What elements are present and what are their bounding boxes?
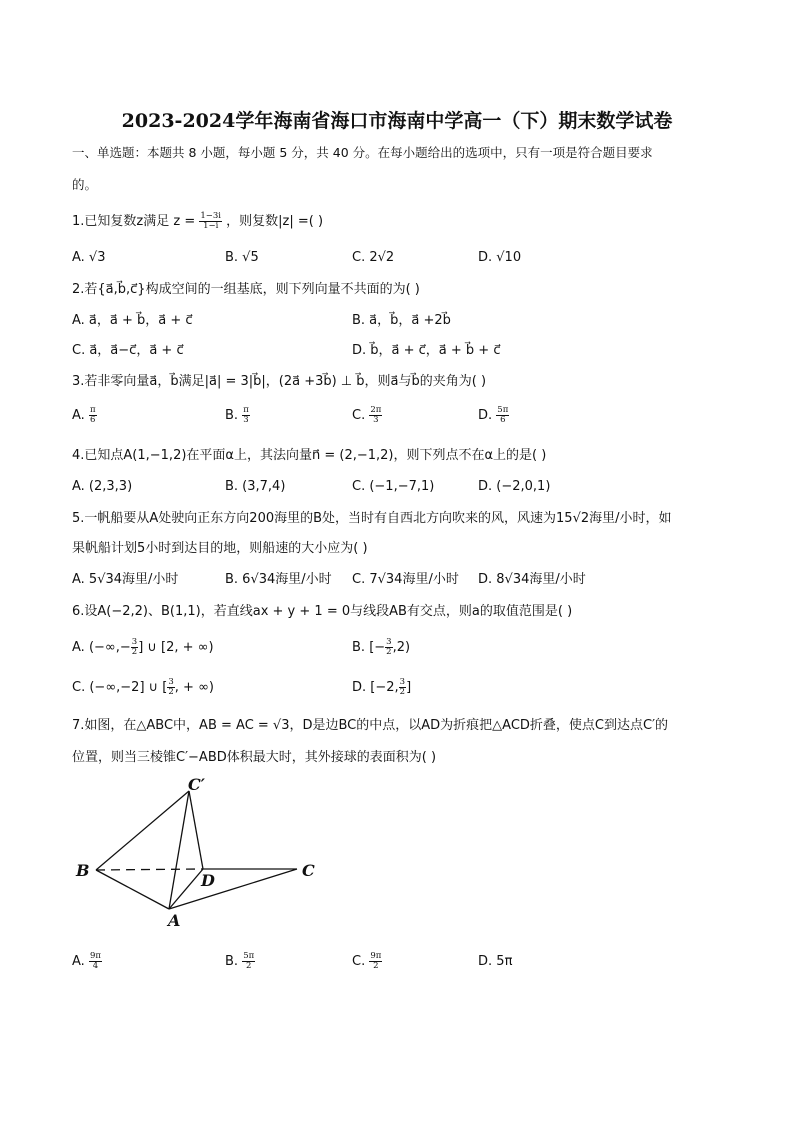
edge-d-a xyxy=(169,869,203,909)
label-a: A xyxy=(168,911,181,928)
question-3-stem: 3.若非零向量a⃗，b⃗满足|a⃗| = 3|b⃗|，(2a⃗ +3b⃗) ⊥ b⃗，则a⃗与b⃗的夹角为( ) xyxy=(72,374,487,389)
q5-option-d: D. 8√34海里/小时 xyxy=(478,572,586,587)
q7-option-a: A. $\frac{9\pi}{4}$ xyxy=(72,951,101,971)
label-c: C xyxy=(302,861,315,880)
edge-cprime-d xyxy=(189,791,203,869)
q3-option-a: A. $\frac{\pi}{6}$ xyxy=(72,405,96,425)
q1-option-d: D. √10 xyxy=(478,250,522,265)
q2-option-c: C. a⃗，a⃗−c⃗，a⃗ + c⃗ xyxy=(72,343,184,358)
q7-option-c: C. $\frac{9\pi}{2}$ xyxy=(352,951,382,971)
edge-b-d-dashed xyxy=(96,869,203,870)
q3-option-d: D. $\frac{5\pi}{6}$ xyxy=(478,405,509,425)
q6-option-b: B. [− $\frac{3}{2}$ ,2) xyxy=(352,637,411,657)
q3-option-b: B. $\frac{\pi}{3}$ xyxy=(225,405,249,425)
q7-option-b: B. $\frac{5\pi}{2}$ xyxy=(225,951,255,971)
question-4-stem: 4.已知点A(1,−1,2)在平面α上，其法向量n⃗ = (2,−1,2)，则下列点不在α上的是( ) xyxy=(72,448,547,463)
q4-option-a: A. (2,3,3) xyxy=(72,479,133,494)
question-7-stem-cont: 位置，则当三棱锥C′−ABD体积最大时，其外接球的表面积为( ) xyxy=(72,750,437,765)
triangle-fold-figure xyxy=(72,778,332,928)
question-5-stem-cont: 果帆船计划5小时到达目的地，则船速的大小应为( ) xyxy=(72,541,368,556)
q4-option-c: C. (−1,−7,1) xyxy=(352,479,435,494)
edge-b-cprime xyxy=(96,791,189,870)
edge-a-c xyxy=(169,869,297,909)
edge-cprime-a xyxy=(169,791,189,909)
question-5-stem: 5.一帆船要从A处驶向正东方向200海里的B处，当时有自西北方向吹来的风，风速为15√2海里/小时，如 xyxy=(72,511,672,526)
q1-option-a: A. √3 xyxy=(72,250,106,265)
section-header: 一、单选题：本题共 8 小题，每小题 5 分，共 40 分。在每小题给出的选项中，只有一项是符合题目要求 xyxy=(72,145,653,160)
edge-b-a xyxy=(96,870,169,909)
q1-option-b: B. √5 xyxy=(225,250,259,265)
q2-option-d: D. b⃗，a⃗ + c⃗，a⃗ + b⃗ + c⃗ xyxy=(352,343,501,358)
q1-option-c: C. 2√2 xyxy=(352,250,395,265)
q3-option-c: C. $\frac{2\pi}{3}$ xyxy=(352,405,382,425)
question-6-stem: 6.设A(−2,2)、B(1,1)，若直线ax + y + 1 = 0与线段AB有交点，则a的取值范围是( ) xyxy=(72,604,573,619)
question-2-stem: 2.若{a⃗,b⃗,c⃗}构成空间的一组基底，则下列向量不共面的为( ) xyxy=(72,282,420,297)
q5-option-a: A. 5√34海里/小时 xyxy=(72,572,179,587)
label-d: D xyxy=(201,871,215,890)
q6-option-a: A. (−∞,− $\frac{3}{2}$ ] ∪ [2, + ∞) xyxy=(72,637,214,657)
q6-option-c: C. (−∞,−2] ∪ [ $\frac{3}{2}$ , + ∞) xyxy=(72,677,214,697)
q4-option-d: D. (−2,0,1) xyxy=(478,479,551,494)
q5-option-c: C. 7√34海里/小时 xyxy=(352,572,459,587)
q2-option-a: A. a⃗，a⃗ + b⃗，a⃗ + c⃗ xyxy=(72,313,193,328)
section-header-cont: 的。 xyxy=(72,177,98,192)
q4-option-b: B. (3,7,4) xyxy=(225,479,286,494)
question-1-stem: 1.已知复数z满足 z = $\frac{1-3i}{1-i}$ ，则复数|z| =( ) xyxy=(72,211,324,231)
q7-option-d: D. 5π xyxy=(478,954,513,969)
question-7-stem: 7.如图，在△ABC中，AB = AC = √3，D是边BC的中点，以AD为折痕把△ACD折叠，使点C到达点C′的 xyxy=(72,718,669,733)
q2-option-b: B. a⃗，b⃗，a⃗ +2b⃗ xyxy=(352,313,451,328)
q6-option-d: D. [−2, $\frac{3}{2}$ ] xyxy=(352,677,412,697)
q5-option-b: B. 6√34海里/小时 xyxy=(225,572,332,587)
label-c-prime: C′ xyxy=(188,778,205,794)
page-title: 2023-2024学年海南省海口市海南中学高一（下）期末数学试卷 xyxy=(121,110,673,132)
q1-fraction: $\frac{1-3i}{1-i}$ xyxy=(200,211,222,231)
label-b: B xyxy=(76,861,90,880)
